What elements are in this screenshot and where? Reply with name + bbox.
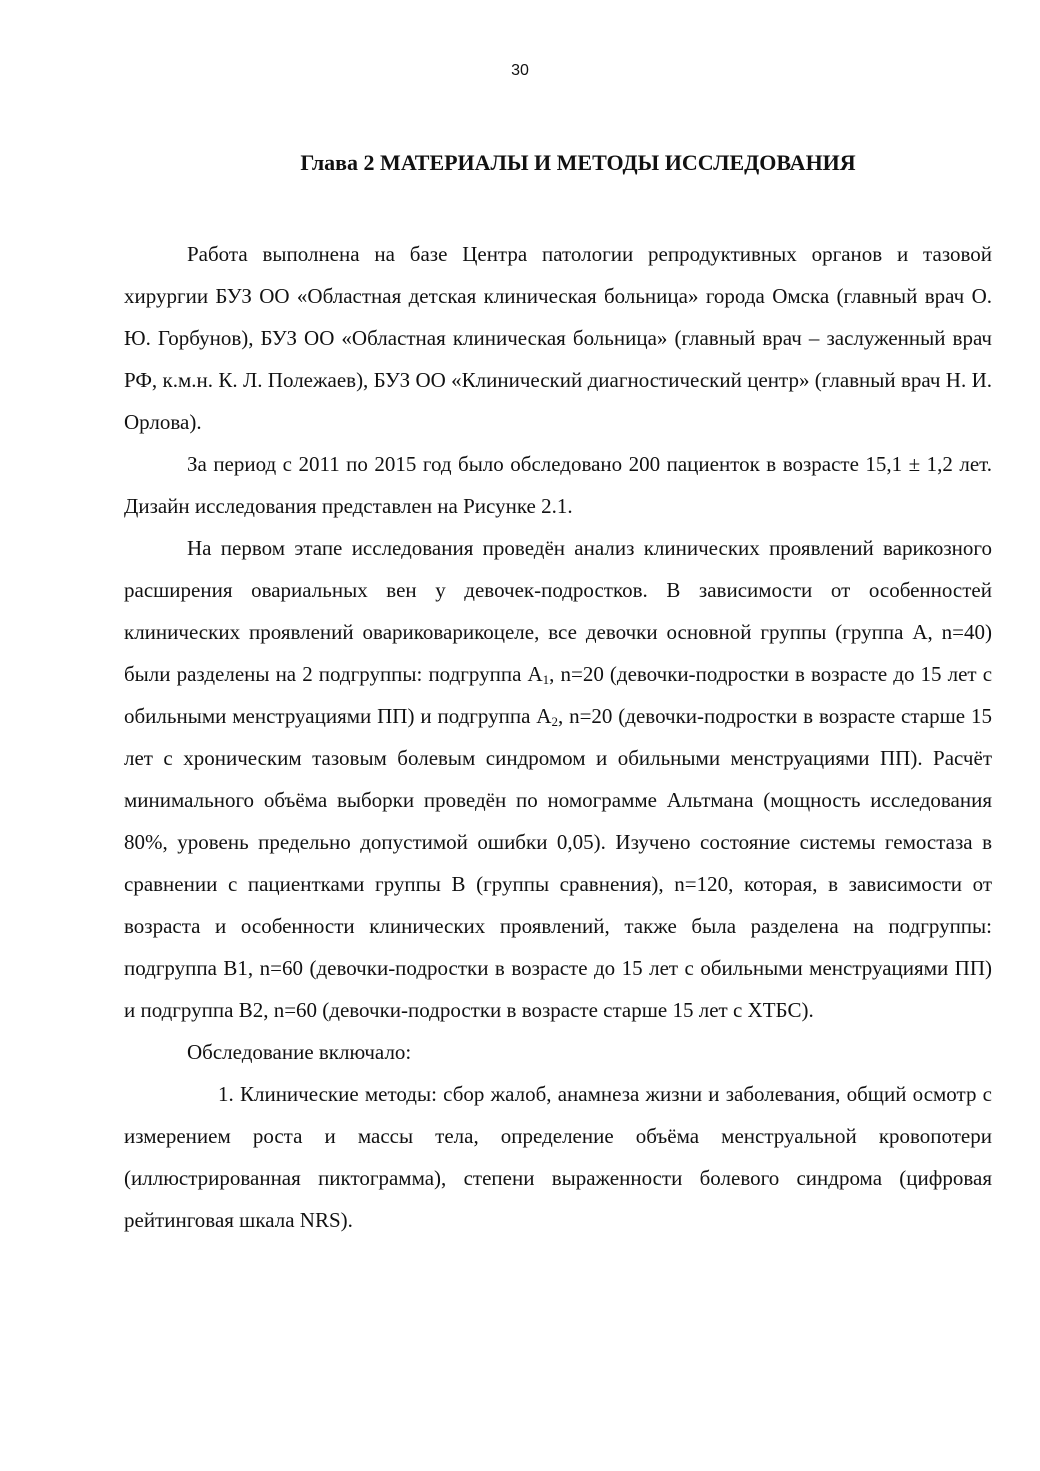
subgroup-a2-index: 2 xyxy=(551,714,558,729)
list-item-clinical-methods: 1. Клинические методы: сбор жалоб, анамнеза жизни и заболевания, общий осмотр с измерением роста и массы тела, определение объёма менструальной кровопотери (иллюстрированная пиктограмма), степени выраженности болевого синдрома (цифровая рейтинговая шкала NRS). xyxy=(124,1082,992,1232)
paragraph-examination-intro: Обследование включало: xyxy=(187,1040,412,1064)
groups-text-part3: , n=20 (девочки-подростки в возрасте старше 15 лет с хроническим тазовым болевым синдромом и обильными менструациями ПП). Расчёт минимального объёма выборки проведён по номограмме Альтмана (мощность исследования 80%, уровень предельно допустимой ошибки 0,05). Изучено состояние системы гемостаза в сравнении с пациентками группы В (группы сравнения), n=120, которая, в зависимости от возраста и особенности клинических проявлений, также была разделена на подгруппы: подгруппа В1, n=60 (девочки-подростки в возрасте до 15 лет с обильными менструациями ПП) и подгруппа В2, n=60 (девочки-подростки в возрасте старше 15 лет с ХТБС). xyxy=(124,704,992,1022)
paragraph-study-base: Работа выполнена на базе Центра патологии репродуктивных органов и тазовой хирургии БУЗ ОО «Областная детская клиническая больница» города Омска (главный врач О. Ю. Горбунов), БУЗ ОО «Областная клиническая больница» (главный врач – заслуженный врач РФ, к.м.н. К. Л. Полежаев), БУЗ ОО «Клинический диагностический центр» (главный врач Н. И. Орлова). xyxy=(124,242,992,434)
paragraph-study-groups xyxy=(124,527,992,1031)
groups-text-part1: На первом этапе исследования проведён анализ клинических проявлений варикозного расширения овариальных вен у девочек-подростков. В зависимости от особенностей клинических проявлений овариковарикоцеле, все девочки основной группы (группа А, n=40) были разделены на 2 подгруппы: подгруппа А xyxy=(124,536,992,686)
body-text xyxy=(124,233,992,1241)
groups-text-part2: , n=20 (девочки-подростки в возрасте до 15 лет с обильными менструациями ПП) и подгруппа А xyxy=(124,662,993,728)
chapter-title: Глава 2 МАТЕРИАЛЫ И МЕТОДЫ ИССЛЕДОВАНИЯ xyxy=(300,150,856,175)
page-number: 30 xyxy=(511,62,529,79)
subgroup-a1-index: 1 xyxy=(542,672,550,687)
paragraph-study-period: За период с 2011 по 2015 год было обследовано 200 пациенток в возрасте 15,1 ± 1,2 лет. Дизайн исследования представлен на Рисунке 2.1. xyxy=(124,452,992,518)
